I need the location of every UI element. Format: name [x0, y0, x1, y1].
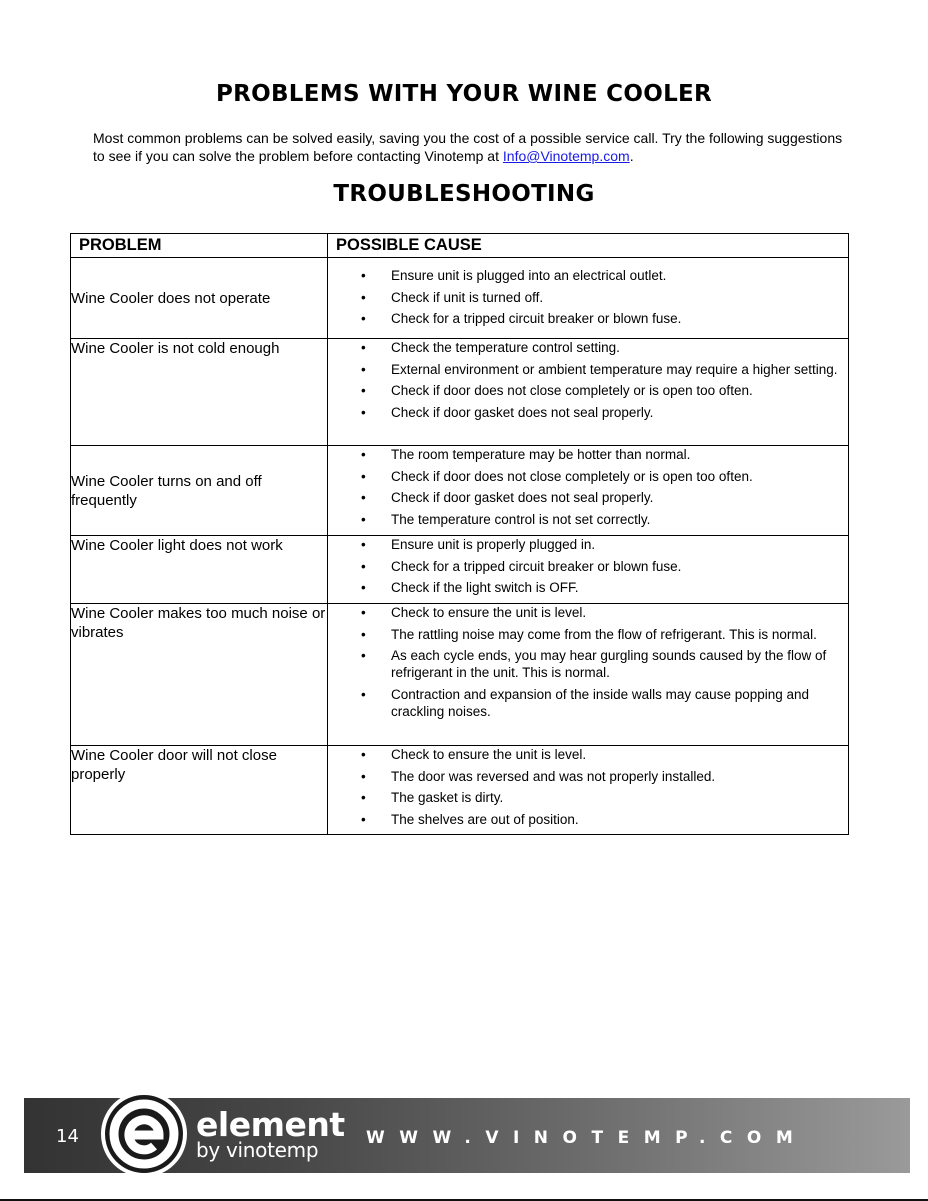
bullet-icon: •: [361, 811, 366, 827]
cause-text: Check if the light switch is OFF.: [391, 580, 579, 595]
bullet-icon: •: [361, 790, 366, 805]
cause-item: [328, 647, 848, 681]
bullet-icon: •: [361, 648, 366, 663]
cause-item: [328, 811, 848, 828]
bullet-icon: •: [361, 511, 366, 527]
causes-cell: [328, 258, 849, 339]
table-row: [71, 536, 849, 604]
cause-item: [328, 361, 848, 378]
cause-item: [328, 579, 848, 596]
column-header-problem: PROBLEM: [71, 234, 328, 258]
cause-text: Check the temperature control setting.: [391, 340, 620, 355]
cause-text: External environment or ambient temperature may require a higher setting.: [391, 361, 838, 377]
intro-paragraph: [93, 129, 853, 165]
cause-list: [328, 267, 848, 327]
causes-cell: [328, 536, 849, 604]
bullet-icon: •: [361, 340, 366, 355]
cause-item: [328, 267, 848, 284]
cause-list: [328, 604, 848, 720]
cause-item: [328, 339, 848, 356]
bullet-icon: •: [361, 768, 366, 784]
cause-text: The gasket is dirty.: [391, 790, 504, 805]
cause-text: Check if door gasket does not seal properly.: [391, 490, 654, 505]
cause-text: Check if unit is turned off.: [391, 289, 544, 305]
logo-e-glyph: [105, 1095, 183, 1173]
cause-text: The rattling noise may come from the flow of refrigerant. This is normal.: [391, 626, 817, 642]
causes-cell: [328, 746, 849, 835]
cause-text: Check if door does not close completely or is open too often.: [391, 468, 753, 484]
page-number: 14: [56, 1126, 79, 1147]
website-link[interactable]: WWW.VINOTEMP.COM: [366, 1128, 808, 1148]
problem-cell: Wine Cooler is not cold enough: [71, 339, 328, 446]
bullet-icon: •: [361, 468, 366, 484]
problem-cell: Wine Cooler does not operate: [71, 258, 328, 339]
cause-list: [328, 446, 848, 528]
cause-item: [328, 626, 848, 643]
bullet-icon: •: [361, 289, 366, 305]
cause-item: [328, 310, 848, 327]
bullet-icon: •: [361, 447, 366, 462]
cause-item: [328, 604, 848, 621]
table-row: [71, 446, 849, 536]
intro-end: .: [629, 148, 634, 164]
cause-item: [328, 289, 848, 306]
causes-cell: [328, 446, 849, 536]
cause-text: Check if door does not close completely or is open too often.: [391, 383, 753, 398]
brand-name: element: [196, 1105, 345, 1144]
element-e-logo-icon: [101, 1091, 187, 1177]
table-row: [71, 746, 849, 835]
problem-cell: Wine Cooler light does not work: [71, 536, 328, 604]
cause-text: Ensure unit is plugged into an electrical outlet.: [391, 268, 667, 283]
bullet-icon: •: [361, 383, 366, 398]
cause-text: The temperature control is not set correctly.: [391, 511, 651, 527]
cause-item: [328, 768, 848, 785]
problem-cell: Wine Cooler makes too much noise or vibrates: [71, 604, 328, 746]
table-row: [71, 339, 849, 446]
column-header-cause: POSSIBLE CAUSE: [328, 234, 849, 258]
bullet-icon: •: [361, 686, 366, 702]
bullet-icon: •: [361, 311, 366, 326]
intro-text: Most common problems can be solved easily, saving you the cost of a possible service call. Try the following suggestions to see if you can solve the problem before contacting Vinotemp at: [93, 130, 843, 164]
cause-item: [328, 536, 848, 553]
cause-item: [328, 746, 848, 763]
cause-item: [328, 511, 848, 528]
cause-item: [328, 446, 848, 463]
cause-list: [328, 746, 848, 828]
cause-item: [328, 468, 848, 485]
bullet-icon: •: [361, 605, 366, 620]
cause-item: [328, 558, 848, 575]
brand-subtitle: by vinotemp: [196, 1138, 319, 1162]
cause-text: Ensure unit is properly plugged in.: [391, 537, 596, 552]
bullet-icon: •: [361, 490, 366, 505]
bullet-icon: •: [361, 580, 366, 595]
bullet-icon: •: [361, 626, 366, 642]
table-header-row: [71, 234, 849, 258]
table-row: [71, 258, 849, 339]
cause-list: [328, 536, 848, 596]
cause-item: [328, 789, 848, 806]
bullet-icon: •: [361, 404, 366, 420]
cause-text: Check to ensure the unit is level.: [391, 747, 587, 762]
cause-text: The door was reversed and was not properly installed.: [391, 768, 716, 784]
troubleshooting-table: [70, 233, 849, 835]
cause-text: Contraction and expansion of the inside walls may cause popping and crackling noises.: [391, 686, 810, 719]
bullet-icon: •: [361, 268, 366, 283]
cause-item: [328, 404, 848, 421]
bullet-icon: •: [361, 747, 366, 762]
bullet-icon: •: [361, 537, 366, 552]
footer-bar: [24, 1098, 910, 1173]
causes-cell: [328, 604, 849, 746]
email-link[interactable]: Info@Vinotemp.com: [502, 148, 630, 164]
problem-cell: Wine Cooler turns on and off frequently: [71, 446, 328, 536]
causes-cell: [328, 339, 849, 446]
cause-text: Check if door gasket does not seal properly.: [391, 404, 654, 420]
table-row: [71, 604, 849, 746]
section-title: TROUBLESHOOTING: [333, 181, 595, 207]
cause-text: The shelves are out of position.: [391, 811, 579, 827]
cause-item: [328, 686, 848, 720]
cause-text: Check for a tripped circuit breaker or blown fuse.: [391, 311, 682, 326]
cause-text: As each cycle ends, you may hear gurgling sounds caused by the flow of refrigerant in the unit. This is normal.: [391, 648, 827, 680]
page-title: PROBLEMS WITH YOUR WINE COOLER: [215, 81, 713, 107]
problem-cell: Wine Cooler door will not close properly: [71, 746, 328, 835]
cause-text: Check for a tripped circuit breaker or blown fuse.: [391, 558, 682, 574]
cause-list: [328, 339, 848, 421]
bullet-icon: •: [361, 361, 366, 377]
cause-text: Check to ensure the unit is level.: [391, 605, 587, 620]
cause-text: The room temperature may be hotter than normal.: [391, 447, 691, 462]
cause-item: [328, 382, 848, 399]
cause-item: [328, 489, 848, 506]
bullet-icon: •: [361, 558, 366, 574]
